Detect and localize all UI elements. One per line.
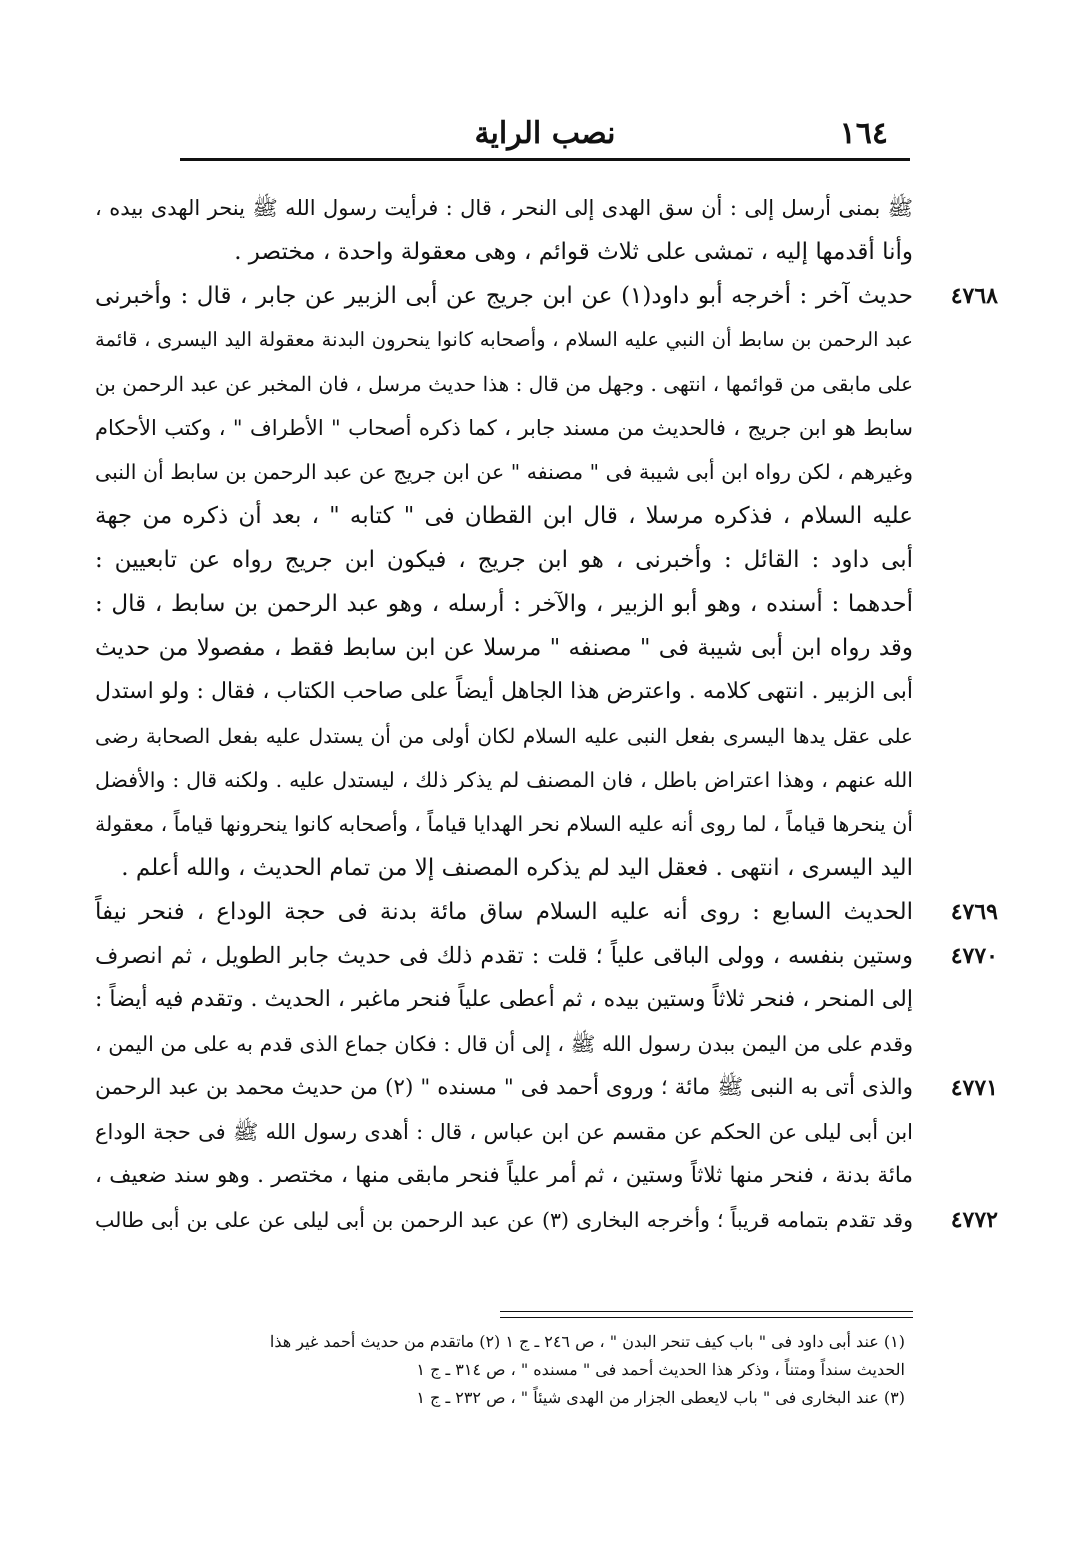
- line-text: اليد اليسرى ، انتهى . فعقل اليد لم يذكره المصنف إلا من تمام الحديث ، والله أعلم .: [121, 855, 913, 881]
- text-line: [95, 802, 913, 846]
- text-line: [95, 406, 913, 450]
- text-line: [95, 670, 913, 714]
- line-text: عليه السلام ، فذكره مرسلا ، قال ابن القطان فى " كتابه " ، بعد أن ذكره من جهة: [95, 503, 913, 529]
- footnotes: [95, 1328, 905, 1412]
- text-line: [95, 1022, 913, 1066]
- line-text: أن ينحرها قياماً ، لما روى أنه عليه السلام نحر الهدايا قياماً ، وأصحابه كانوا ينحرونها قياماً ، معقولة: [95, 812, 913, 836]
- text-line: [95, 494, 913, 538]
- line-text: وقد تقدم بتمامه قريباً ؛ وأخرجه البخارى (٣) عن عبد الرحمن بن أبى ليلى عن على بن أبى طالب: [95, 1208, 914, 1232]
- line-text: أبى الزبير . انتهى كلامه . واعترض هذا الجاهل أيضاً على صاحب الكتاب ، فقال : ولو استدل: [95, 679, 913, 704]
- line-text: وغيرهم ، لكن رواه ابن أبى شيبة فى " مصنفه " عن ابن جريج عن عبد الرحمن بن سابط أن النبى: [95, 460, 913, 484]
- text-line: [95, 978, 913, 1022]
- text-line: [95, 274, 998, 318]
- line-text: على مابقى من قوائمها ، انتهى . وجهل من قال : هذا حديث مرسل ، فان المخبر عن عبد الرحمن بن: [95, 372, 914, 396]
- line-text: وقد رواه ابن أبى شيبة فى " مصنفه " مرسلا عن ابن سابط فقط ، مفصولا من حديث: [95, 635, 913, 661]
- line-text: إلى المنحر ، فنحر ثلاثاً وستين بيده ، ثم أعطى علياً فنحر ماغبر ، الحديث . وتقدم فيه أيضاً :: [95, 987, 913, 1012]
- footnote-line: الحديث سنداً ومتناً ، وذكر هذا الحديث أحمد فى " مسنده " ، ص ٣١٤ ـ ج ١: [416, 1360, 905, 1379]
- line-text: الله عنهم ، وهذا اعتراض باطل ، فان المصنف لم يذكر ذلك ، ليستدل عليه . ولكنه قال : والأفضل: [95, 768, 913, 792]
- line-text: أبى داود : القائل : وأخبرنى ، هو ابن جريج ، فيكون ابن جريج رواه عن تابعيين :: [95, 547, 913, 573]
- line-text: وأنا أقدمها إليه ، تمشى على ثلاث قوائم ، وهى معقولة واحدة ، مختصر .: [234, 239, 913, 265]
- text-line: [95, 538, 913, 582]
- text-line: [95, 846, 913, 890]
- line-text: ابن أبى ليلى عن الحكم عن مقسم عن ابن عباس ، قال : أهدى رسول الله ﷺ فى حجة الوداع: [95, 1120, 913, 1144]
- text-line: [95, 1154, 913, 1198]
- footnote-rule-double: [500, 1317, 913, 1318]
- main-text: [95, 186, 998, 1242]
- line-text: وقدم على من اليمن ببدن رسول الله ﷺ ، إلى أن قال : فكان جماع الذى قدم به على من اليمن ،: [95, 1032, 913, 1056]
- line-text: أحدهما : أسنده ، وهو أبو الزبير ، والآخر : أرسله ، وهو عبد الرحمن بن سابط ، قال :: [95, 591, 913, 617]
- hadith-number: ٤٧٧١: [950, 1075, 998, 1101]
- text-line: [95, 1110, 913, 1154]
- text-line: [95, 1198, 998, 1242]
- footnote-rule: [500, 1311, 913, 1312]
- hadith-number: ٤٧٧٠: [950, 943, 998, 969]
- text-line: [95, 362, 913, 406]
- line-text: ﷺ بمنى أرسل إلى : أن سق الهدى إلى النحر ، قال : فرأيت رسول الله ﷺ ينحر الهدى بيده ،: [95, 196, 913, 220]
- line-text: سابط هو ابن جريج ، فالحديث من مسند جابر ، كما ذكره أصحاب " الأطراف " ، وكتب الأحكام: [95, 416, 913, 440]
- text-line: [95, 890, 998, 934]
- footnote-line: (٣) عند البخارى فى " باب لايعطى الجزار من الهدى شيئاً " ، ص ٢٣٢ ـ ج ١: [416, 1388, 905, 1407]
- hadith-number: ٤٧٦٩: [950, 899, 998, 925]
- text-line: [95, 582, 913, 626]
- text-line: [95, 714, 913, 758]
- text-line: [95, 934, 998, 978]
- line-text: عبد الرحمن بن سابط أن النبي عليه السلام ، وأصحابه كانوا ينحرون البدنة معقولة اليد اليسرى ، قائمة: [95, 328, 913, 351]
- line-text: وستين بنفسه ، وولى الباقى علياً ؛ قلت : تقدم ذلك فى حديث جابر الطويل ، ثم انصرف: [95, 943, 913, 969]
- hadith-number: ٤٧٦٨: [950, 283, 998, 309]
- line-text: مائة بدنة ، فنحر منها ثلاثاً وستين ، ثم أمر علياً فنحر مابقى منها ، مختصر . وهو سند ضعيف ،: [95, 1163, 913, 1188]
- text-line: [95, 186, 913, 230]
- text-line: [95, 626, 913, 670]
- text-line: [95, 230, 913, 274]
- text-line: [95, 318, 913, 362]
- text-line: [95, 1066, 998, 1110]
- running-title: نصب الراية: [474, 116, 616, 151]
- line-text: الحديث السابع : روى أنه عليه السلام ساق مائة بدنة فى حجة الوداع ، فنحر نيفاً: [95, 899, 913, 925]
- text-line: [95, 450, 913, 494]
- line-text: والذى أتى به النبى ﷺ مائة ؛ وروى أحمد فى " مسنده " (٢) من حديث محمد بن عبد الرحمن: [95, 1075, 913, 1100]
- hadith-number: ٤٧٧٢: [950, 1207, 998, 1233]
- header-rule: [180, 158, 910, 161]
- page-header: [180, 108, 910, 158]
- line-text: على عقل يدها اليسرى بفعل النبى عليه السلام لكان أولى من أن يستدل عليه بفعل الصحابة رضى: [95, 724, 913, 748]
- text-line: [95, 758, 913, 802]
- line-text: حديث آخر : أخرجه أبو داود(١) عن ابن جريج عن أبى الزبير عن جابر ، قال : وأخبرنى: [95, 283, 914, 309]
- footnote-line: (١) عند أبى داود فى " باب كيف تنحر البدن " ، ص ٢٤٦ ـ ج ١ (٢) ماتقدم من حديث أحمد غير هذا: [269, 1332, 905, 1351]
- page-number: ١٦٤: [839, 116, 888, 151]
